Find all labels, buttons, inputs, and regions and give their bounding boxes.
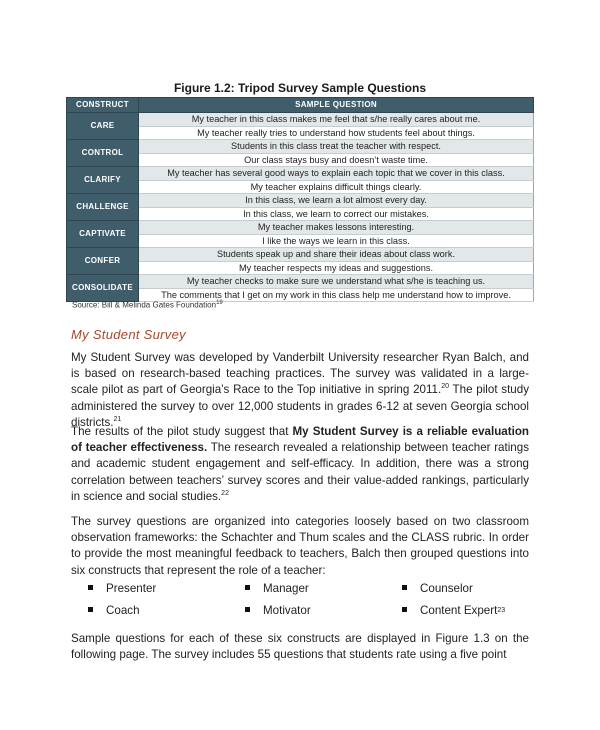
source-text: Source: Bill & Melinda Gates Foundation [72, 300, 217, 310]
question-cell: My teacher makes lessons interesting. [139, 221, 534, 235]
table-row [67, 167, 534, 181]
question-cell: The comments that I get on my work in this class help me understand how to improve. [139, 288, 534, 302]
question-cell: I like the ways we learn in this class. [139, 234, 534, 248]
table-row [67, 275, 534, 289]
bullet-icon [245, 607, 250, 612]
list-item [245, 600, 402, 622]
construct-consolidate: CONSOLIDATE [67, 275, 139, 302]
paragraph-constructs: The survey questions are organized into categories loosely based on two classroom observation frameworks: the Schachter and Thum scales and the CLASS rubric. In order to provide the most meaningful feedback to teachers, Balch then grouped questions into six constructs that represent the role of a teacher: [71, 515, 529, 577]
footnote-ref: 20 [441, 383, 450, 391]
list-item [402, 578, 473, 600]
question-cell: Students in this class treat the teacher with respect. [139, 140, 534, 154]
question-cell: My teacher respects my ideas and suggestions. [139, 261, 534, 275]
bullet-icon [402, 607, 407, 612]
roles-list [88, 578, 538, 622]
table-row [67, 248, 534, 262]
figure-title: Figure 1.2: Tripod Survey Sample Questions [173, 81, 427, 95]
table-row [67, 140, 534, 154]
paragraph-results [71, 424, 529, 505]
role-label: Presenter [106, 582, 157, 595]
question-cell: My teacher has several good ways to explain each topic that we cover in this class. [139, 167, 534, 181]
role-label: Motivator [263, 604, 311, 617]
header-construct: CONSTRUCT [67, 98, 139, 113]
construct-care: CARE [67, 113, 139, 140]
source-footnote: 19 [216, 300, 223, 306]
footnote-ref: 21 [113, 415, 122, 423]
paragraph-intro [71, 350, 529, 431]
question-cell: My teacher explains difficult things clearly. [139, 180, 534, 194]
table-source [72, 300, 223, 310]
table-row [67, 113, 534, 127]
table-row [67, 221, 534, 235]
question-cell: My teacher checks to make sure we understand what s/he is teaching us. [139, 275, 534, 289]
list-item: Content Expert 23 [402, 600, 505, 622]
paragraph-text: The results of the pilot study suggest that [71, 425, 293, 438]
question-cell: In this class, we learn a lot almost every day. [139, 194, 534, 208]
construct-challenge: CHALLENGE [67, 194, 139, 221]
paragraph-text: The pilot study administered the survey to over 12,000 students in grades 6-12 at seven Georgia school districts. [71, 383, 529, 429]
question-cell: My teacher really tries to understand how students feel about things. [139, 126, 534, 140]
table-header-row [67, 98, 534, 113]
bullet-icon [88, 607, 93, 612]
footnote-ref: 22 [221, 489, 229, 497]
question-cell: Students speak up and share their ideas about class work. [139, 248, 534, 262]
header-sample-question: SAMPLE QUESTION [139, 98, 534, 113]
question-cell: Our class stays busy and doesn’t waste time. [139, 153, 534, 167]
list-item [88, 600, 245, 622]
bullet-icon [402, 585, 407, 590]
role-label: Coach [106, 604, 140, 617]
list-item [245, 578, 402, 600]
bullet-icon [245, 585, 250, 590]
paragraph-text: My Student Survey was developed by Vanderbilt University researcher Ryan Balch, and is based on research-based teaching practices. The survey was validated in a large-scale pilot as part of Georgia’s Race to the Top initiative in spring 2011. [71, 351, 529, 397]
construct-captivate: CAPTIVATE [67, 221, 139, 248]
role-label: Content Expert [420, 604, 498, 617]
paragraph-text: The research revealed a relationship between teacher ratings and academic student engagement and self-efficacy. In addition, there was a strong correlation between teachers’ survey scores and their value-added rankings, particularly in science and social studies. [71, 441, 529, 503]
section-heading: My Student Survey [71, 327, 186, 342]
question-cell: My teacher in this class makes me feel that s/he really cares about me. [139, 113, 534, 127]
paragraph-sample: Sample questions for each of these six constructs are displayed in Figure 1.3 on the following page. The survey includes 55 questions that students rate using a five point [71, 632, 529, 662]
role-label: Manager [263, 582, 309, 595]
construct-confer: CONFER [67, 248, 139, 275]
table-row [67, 194, 534, 208]
paragraph-emphasis: My Student Survey is a reliable evaluation of teacher effectiveness. [71, 425, 530, 455]
bullet-icon [88, 585, 93, 590]
list-item [88, 578, 245, 600]
construct-control: CONTROL [67, 140, 139, 167]
survey-table [66, 97, 534, 302]
question-cell: In this class, we learn to correct our mistakes. [139, 207, 534, 221]
construct-clarify: CLARIFY [67, 167, 139, 194]
role-label: Counselor [420, 582, 473, 595]
